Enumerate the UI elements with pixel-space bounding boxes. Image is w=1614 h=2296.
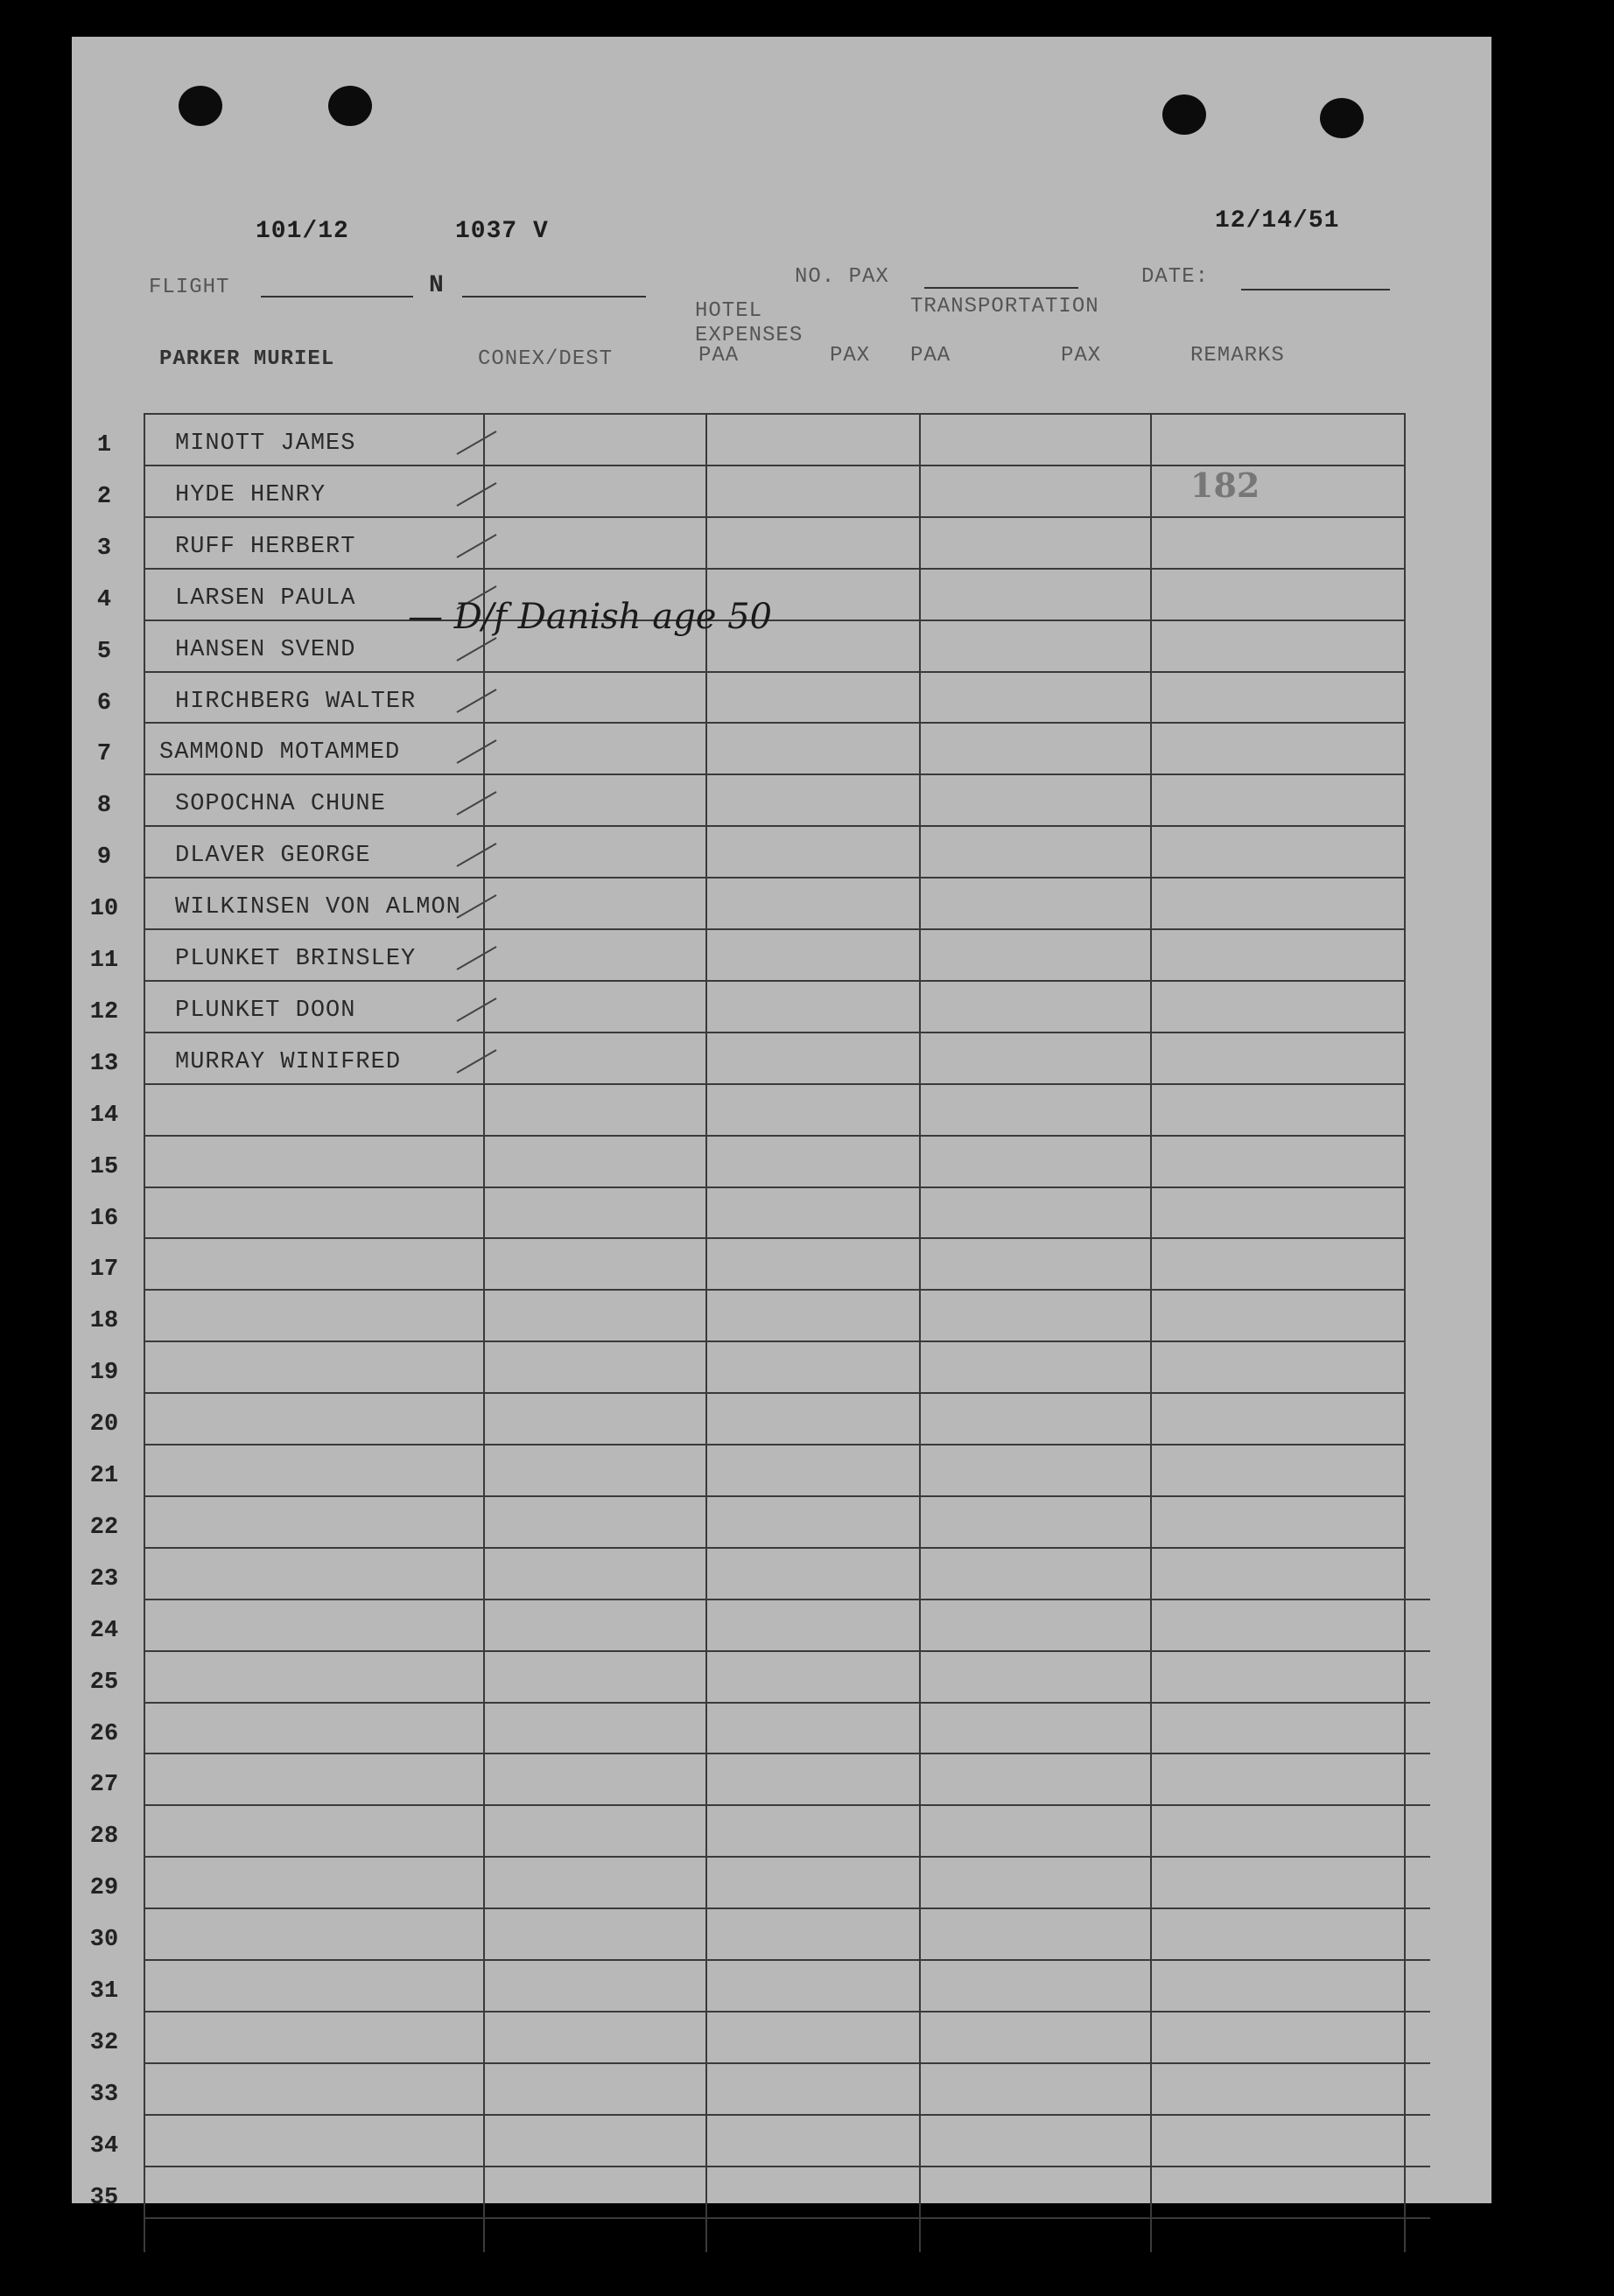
row-number: 20 [89,1411,119,1438]
table-rule [144,928,1404,930]
row-number: 23 [89,1565,119,1592]
table-rule [144,877,1404,878]
passenger-name: PLUNKET BRINSLEY [175,946,417,972]
row-number: 27 [89,1772,119,1799]
table-rule [144,671,1404,673]
row-number: 17 [89,1256,119,1284]
punch-hole [1320,98,1364,138]
table-rule [144,980,1404,982]
table-rule [144,620,1404,621]
check-mark [457,689,497,713]
column-header-paa-2: PAA [910,344,951,368]
punch-hole [1162,94,1206,135]
table-column-divider [483,413,485,2252]
punch-hole [179,86,222,126]
n-field [462,296,646,298]
table-rule [144,1908,1430,1909]
passenger-name: HYDE HENRY [175,481,326,508]
row-number: 28 [89,1824,119,1851]
column-header-remarks: REMARKS [1190,344,1285,368]
row-number: 8 [96,793,112,820]
table-column-divider [1150,413,1152,2252]
column-header-pax-2: PAX [1061,344,1102,368]
passenger-name: SOPOCHNA CHUNE [175,791,386,818]
row-number: 35 [89,2184,119,2211]
column-header-hotel-expenses: HOTEL EXPENSES [695,299,803,347]
table-rule [144,774,1404,775]
row-number: 32 [89,2029,119,2056]
table-rule [144,1135,1404,1137]
column-header-name: PARKER MURIEL [159,347,335,371]
table-column-divider [144,413,145,2252]
table-rule [144,1444,1404,1446]
row-number: 14 [89,1102,119,1129]
passenger-name: HANSEN SVEND [175,636,356,663]
row-number: 12 [89,998,119,1026]
table-rule [144,722,1404,724]
column-header-transportation: TRANSPORTATION [910,295,1099,318]
punch-hole [328,86,372,126]
check-mark [457,430,497,455]
passenger-name: DLAVER GEORGE [175,843,371,870]
row-number: 16 [89,1205,119,1232]
document-page [72,37,1491,2211]
table-rule [144,1083,1404,1085]
check-mark [457,740,497,765]
row-number: 19 [89,1360,119,1387]
row-number: 21 [89,1463,119,1489]
flight-field [261,296,413,298]
row-number: 24 [89,1617,119,1644]
row-number: 13 [89,1050,119,1077]
row-number: 4 [96,586,112,613]
row-number: 10 [89,896,119,923]
table-rule [144,1650,1430,1652]
date-label: DATE: [1141,265,1210,289]
no-pax-field [924,287,1078,289]
table-rule [144,1959,1430,1961]
table-rule [144,1702,1430,1704]
passenger-name: WILKINSEN VON ALMON [175,894,461,921]
passenger-name: MINOTT JAMES [175,430,356,457]
row-number: 30 [89,1927,119,1954]
reference-number: 101/12 [256,218,349,245]
table-rule [144,1753,1430,1754]
document-date: 12/14/51 [1215,207,1340,234]
check-mark [457,894,497,919]
passenger-name: LARSEN PAULA [175,584,356,612]
date-field [1241,289,1390,290]
table-column-divider [919,413,921,2252]
table-rule [144,568,1404,570]
table-rule [144,2166,1430,2167]
check-mark [457,998,497,1022]
row-number: 15 [89,1153,119,1180]
table-column-divider [1404,413,1406,2252]
row-number: 22 [89,1514,119,1541]
flight-label: FLIGHT [149,276,230,299]
table-rule [144,1804,1430,1806]
flight-code: 1037 V [455,218,549,245]
row-number: 2 [96,483,112,510]
check-mark [457,843,497,867]
check-mark [457,791,497,816]
check-mark [457,534,497,558]
column-header-pax-1: PAX [830,344,871,368]
table-rule [144,1599,1430,1600]
column-header-conex-dest: CONEX/DEST [478,347,614,371]
row-number: 25 [89,1669,119,1696]
passenger-name: HIRCHBERG WALTER [175,688,417,715]
row-number: 29 [89,1875,119,1902]
table-rule [144,1237,1404,1239]
column-header-paa-1: PAA [698,344,740,368]
n-label: N [429,272,445,299]
row-number: 11 [89,948,119,974]
row-number: 31 [89,1978,119,2005]
check-mark [457,946,497,970]
table-rule [144,413,1404,415]
table-rule [144,825,1404,827]
table-rule [144,2114,1430,2116]
table-rule [144,1032,1404,1033]
row-number: 7 [96,741,112,768]
table-rule [144,1495,1404,1497]
table-rule [144,1547,1404,1549]
check-mark [457,1049,497,1074]
row-number: 33 [89,2081,119,2108]
table-column-divider [705,413,707,2252]
row-number: 9 [96,844,112,872]
table-rule [144,2217,1430,2219]
table-rule [144,516,1404,518]
passenger-name: RUFF HERBERT [175,533,356,560]
passenger-name: PLUNKET DOON [175,997,356,1024]
table-rule [144,1392,1404,1394]
table-rule [144,1289,1404,1291]
table-rule [144,1340,1404,1342]
row-number: 18 [89,1308,119,1335]
passenger-name: MURRAY WINIFRED [175,1048,402,1075]
row-number: 1 [96,432,112,458]
no-pax-label: NO. PAX [795,265,889,289]
row-number: 6 [96,690,112,717]
table-rule [144,1856,1430,1858]
table-rule [144,2062,1430,2064]
row-number: 34 [89,2132,119,2160]
table-rule [144,2011,1430,2012]
row-number: 26 [89,1720,119,1747]
check-mark [457,637,497,662]
check-mark [457,482,497,507]
passenger-name: SAMMOND MOTAMMED [159,739,401,766]
row-number: 3 [96,535,112,562]
handwritten-note: — D/f Danish age 50 [408,597,772,637]
stamp-number: 182 [1190,466,1260,505]
row-number: 5 [96,638,112,665]
table-rule [144,1186,1404,1188]
